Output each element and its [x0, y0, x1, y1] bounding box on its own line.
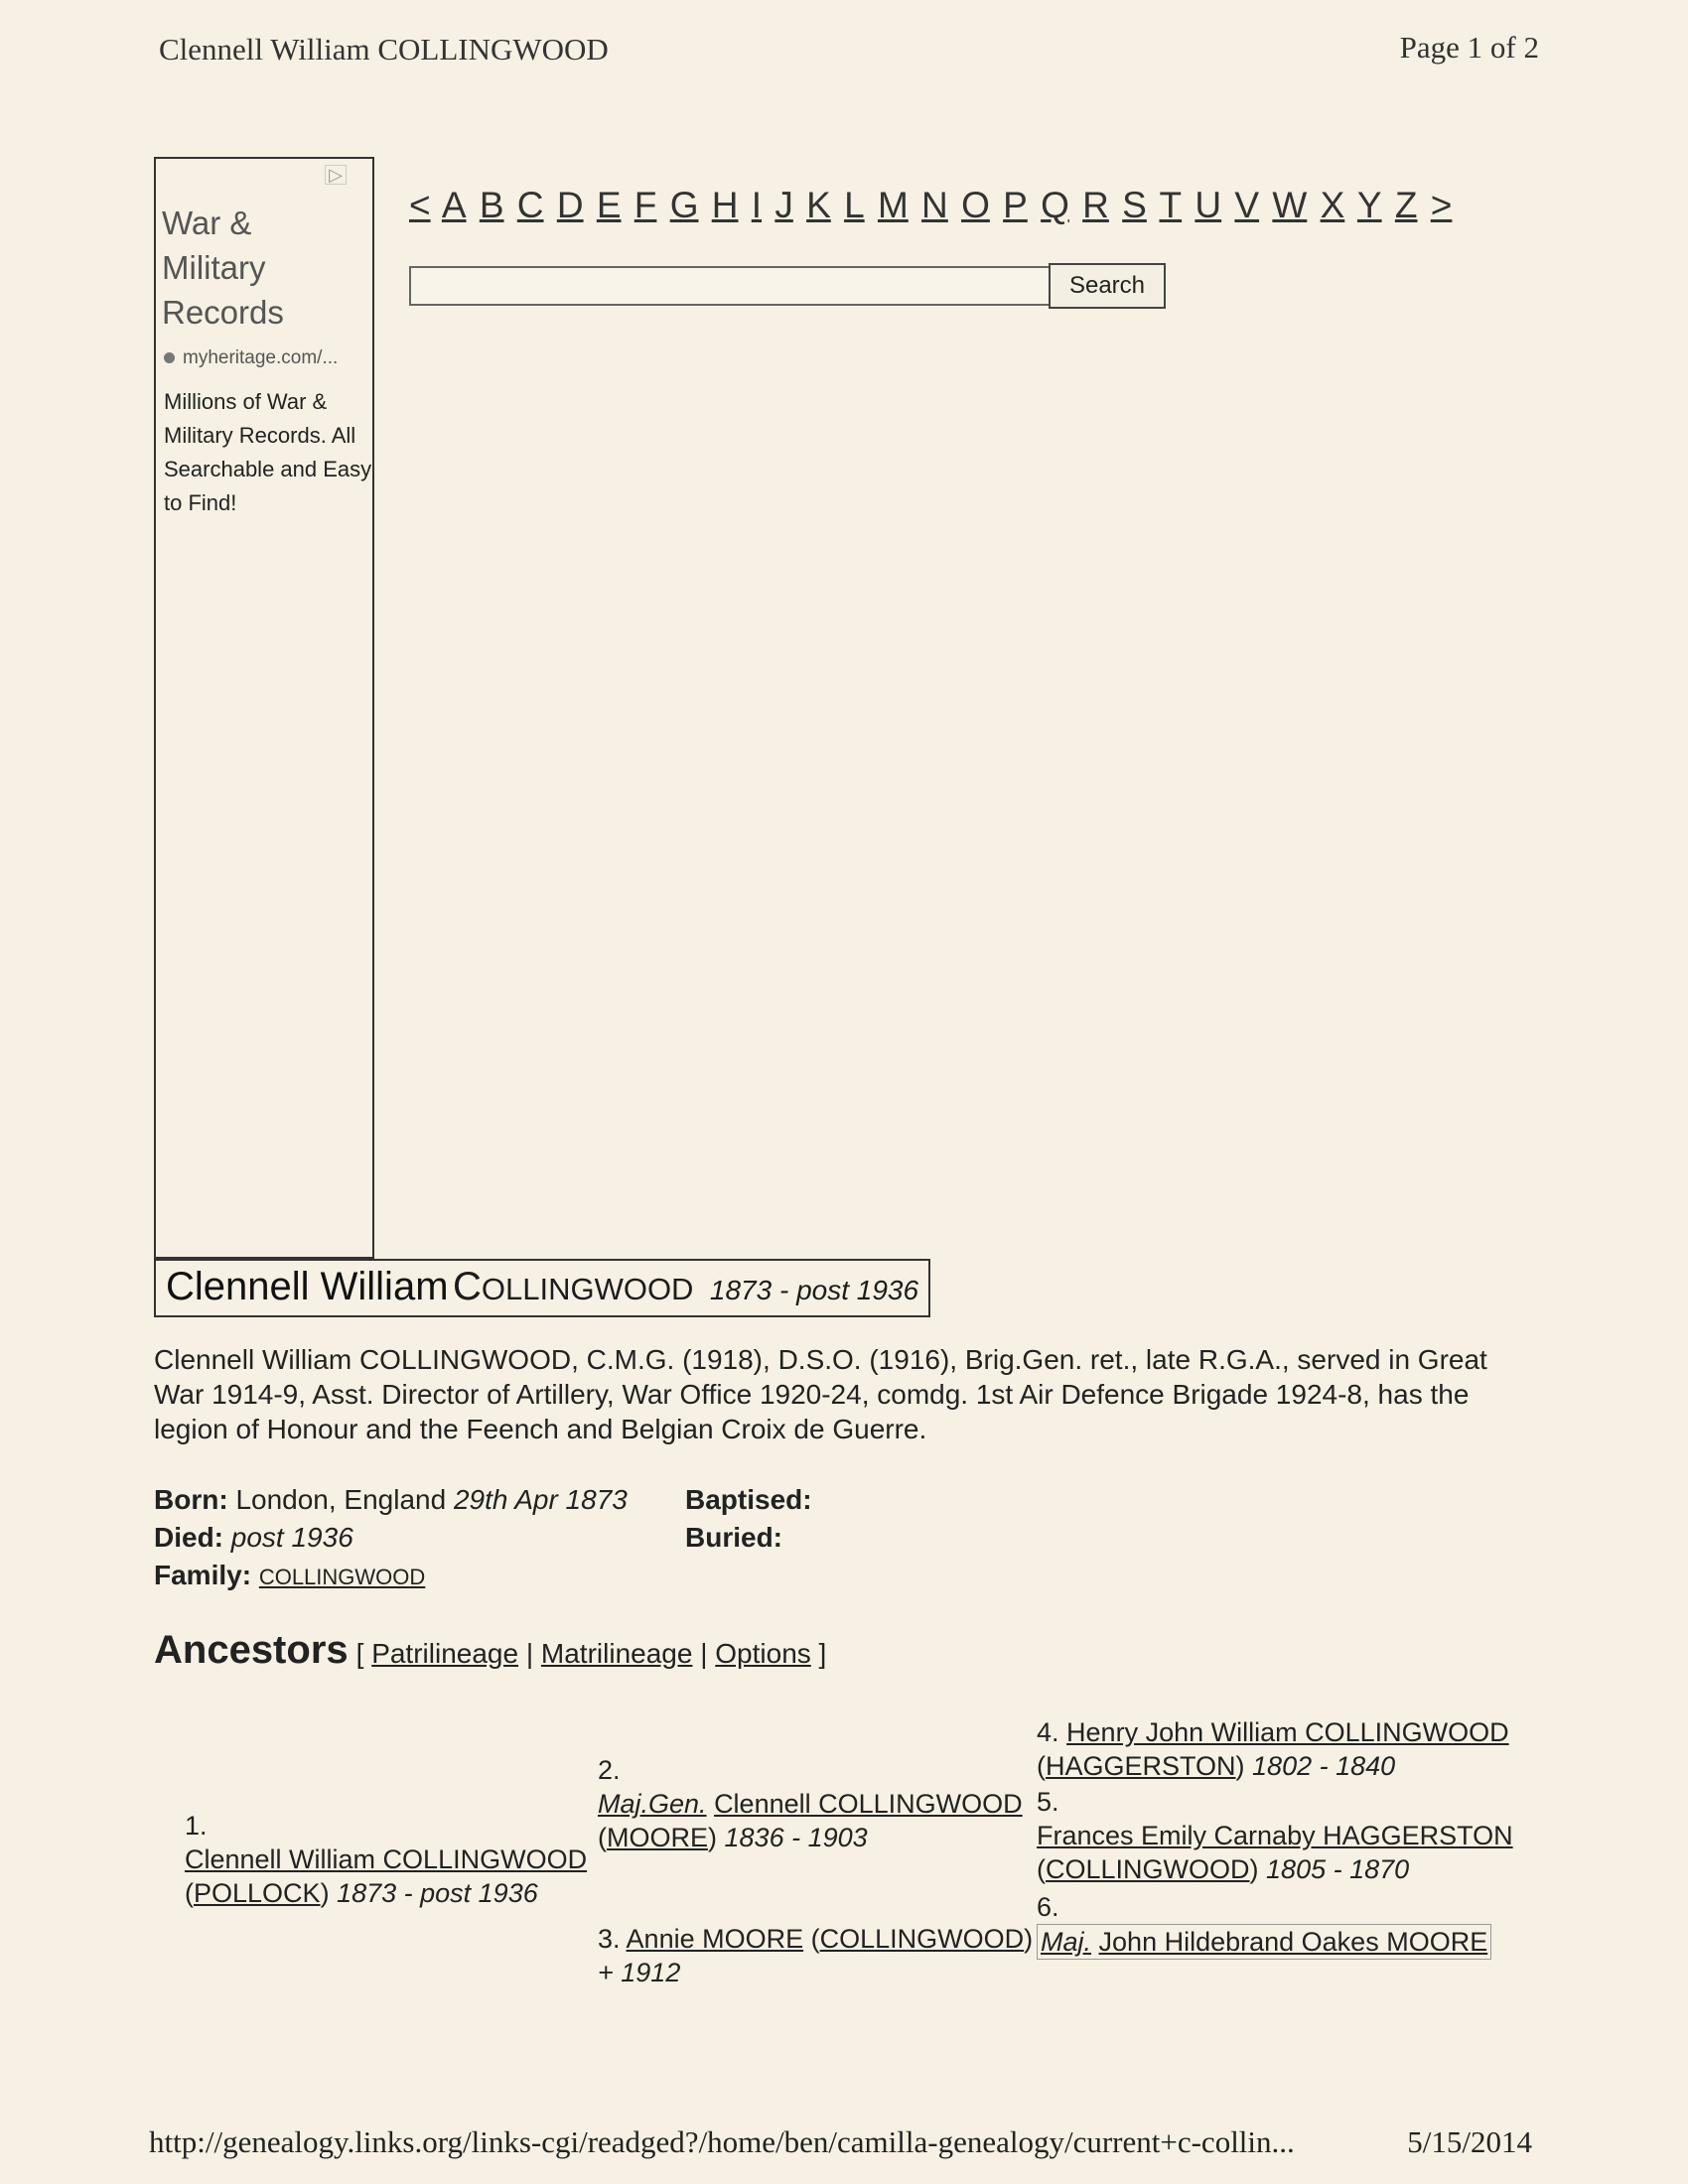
alpha-link-z[interactable]: Z: [1394, 185, 1418, 225]
ancestor-number: 3.: [598, 1924, 621, 1954]
alpha-link-f[interactable]: F: [633, 185, 657, 225]
ancestor-number: 1.: [185, 1811, 208, 1841]
ancestor-dates: + 1912: [598, 1958, 681, 1987]
person-surname-rest: OLLINGWOOD: [481, 1272, 694, 1306]
person-surname-initial: C: [452, 1265, 482, 1308]
ad-domain-text: myheritage.com/...: [183, 347, 339, 368]
print-page-number: Page 1 of 2: [1399, 30, 1539, 65]
family-link[interactable]: COLLINGWOOD: [258, 1565, 426, 1589]
person-given-name: Clennell William: [166, 1265, 449, 1308]
ancestors-title: Ancestors: [154, 1628, 349, 1672]
alpha-link-u[interactable]: U: [1195, 185, 1222, 225]
ancestor-entry-2: 2. Maj.Gen. Clennell COLLINGWOOD (MOORE) 1836 - 1903: [598, 1753, 1040, 1854]
alpha-link-c[interactable]: C: [516, 185, 544, 225]
vitals-right: [685, 1481, 812, 1557]
alpha-link-o[interactable]: O: [961, 185, 990, 225]
ancestor-entry-5: 5. Frances Emily Carnaby HAGGERSTON (COLLINGWOOD) 1805 - 1870: [1037, 1785, 1533, 1886]
search-input[interactable]: [409, 266, 1051, 306]
alpha-link-x[interactable]: X: [1320, 185, 1345, 225]
ancestor-name-link[interactable]: Annie MOORE: [626, 1924, 804, 1954]
ancestor-name-link[interactable]: Clennell William COLLINGWOOD: [185, 1844, 588, 1874]
ancestor-name-link[interactable]: Clennell COLLINGWOOD: [714, 1789, 1023, 1819]
person-dates: 1873 - post 1936: [709, 1275, 919, 1305]
ancestor-number: 2.: [598, 1755, 621, 1785]
alpha-link-s[interactable]: S: [1122, 185, 1147, 225]
vitals-left: [154, 1481, 628, 1596]
alpha-next-link[interactable]: >: [1430, 185, 1453, 225]
ancestor-entry-4: 4. Henry John William COLLINGWOOD (HAGGERSTON) 1802 - 1840: [1037, 1717, 1509, 1781]
died-label: Died:: [154, 1522, 223, 1553]
ancestor-dates: 1873 - post 1936: [337, 1878, 538, 1908]
print-footer-date: 5/15/2014: [1407, 2124, 1532, 2159]
ancestor-dates: 1802 - 1840: [1252, 1751, 1396, 1781]
alpha-link-v[interactable]: V: [1234, 185, 1260, 225]
born-date: 29th Apr 1873: [453, 1484, 628, 1515]
ad-dot-icon: [164, 352, 175, 363]
ancestor-title: Maj.: [1041, 1927, 1092, 1957]
ancestor-dates: 1836 - 1903: [724, 1823, 868, 1852]
ad-description: Millions of War & Military Records. All Searchable and Easy to Find!: [164, 389, 372, 515]
ancestor-paren-link[interactable]: POLLOCK: [194, 1878, 321, 1908]
ancestor-entry-6: [1037, 1890, 1533, 1960]
ad-choices-icon[interactable]: ▷: [325, 165, 347, 185]
born-label: Born:: [154, 1484, 228, 1515]
alpha-link-j[interactable]: J: [774, 185, 793, 225]
ancestor-title: Maj.Gen.: [598, 1789, 707, 1819]
alpha-link-r[interactable]: R: [1082, 185, 1109, 225]
ancestor-entry-3: 3. Annie MOORE (COLLINGWOOD) + 1912: [598, 1924, 1034, 1987]
search-button[interactable]: Search: [1049, 263, 1166, 309]
print-header-title: Clennell William COLLINGWOOD: [159, 32, 609, 67]
ancestor-paren-link[interactable]: MOORE: [607, 1823, 709, 1852]
alphabet-index-nav: [409, 185, 1457, 226]
ad-domain[interactable]: [164, 347, 338, 369]
alpha-link-p[interactable]: P: [1003, 185, 1028, 225]
ancestor-name-link[interactable]: John Hildebrand Oakes MOORE: [1098, 1927, 1488, 1957]
ancestor-name-link[interactable]: Henry John William COLLINGWOOD: [1066, 1717, 1509, 1747]
ancestors-heading: Ancestors [ Patrilineage | Matrilineage | Options ]: [154, 1628, 827, 1672]
alpha-link-a[interactable]: A: [441, 185, 467, 225]
ancestor-paren-link[interactable]: COLLINGWOOD: [1046, 1854, 1250, 1884]
ancestor-title-link[interactable]: [1041, 1927, 1091, 1957]
alpha-link-m[interactable]: M: [877, 185, 909, 225]
ancestor-dates: 1805 - 1870: [1266, 1854, 1410, 1884]
alpha-link-t[interactable]: T: [1159, 185, 1183, 225]
alpha-link-e[interactable]: E: [596, 185, 622, 225]
ancestor-title-link[interactable]: [598, 1789, 707, 1819]
alpha-link-y[interactable]: Y: [1356, 185, 1382, 225]
alpha-link-g[interactable]: G: [669, 185, 699, 225]
baptised-label: Baptised:: [685, 1484, 812, 1515]
alpha-link-b[interactable]: B: [479, 185, 504, 225]
alpha-link-q[interactable]: Q: [1041, 185, 1069, 225]
ad-title[interactable]: War & Military Records: [162, 205, 284, 331]
alpha-link-h[interactable]: H: [711, 185, 739, 225]
ancestor-entry-1: 1. Clennell William COLLINGWOOD (POLLOCK) 1873 - post 1936: [185, 1809, 602, 1910]
alpha-link-d[interactable]: D: [556, 185, 584, 225]
died-value: post 1936: [230, 1522, 353, 1553]
ancestor-number: 5.: [1037, 1787, 1059, 1817]
alpha-link-i[interactable]: I: [751, 185, 763, 225]
buried-label: Buried:: [685, 1522, 782, 1553]
ancestor-name-link[interactable]: Frances Emily Carnaby HAGGERSTON: [1037, 1821, 1513, 1850]
person-biography: Clennell William COLLINGWOOD, C.M.G. (1918), D.S.O. (1916), Brig.Gen. ret., late R.G.A., served in Great War 1914-9, Asst. Director of Artillery, War Office 1920-24, comdg. 1st Air Defence Brigade 1924-8, has the legion of Honour and the Feench and Belgian Croix de Guerre.: [154, 1344, 1487, 1444]
matrilineage-link[interactable]: Matrilineage: [540, 1638, 693, 1669]
ancestor-number: 6.: [1037, 1892, 1059, 1922]
born-place: London, England: [235, 1484, 447, 1515]
alpha-link-n[interactable]: N: [921, 185, 948, 225]
ad-panel[interactable]: [154, 157, 374, 1259]
family-label: Family:: [154, 1560, 252, 1590]
alpha-link-k[interactable]: K: [806, 185, 831, 225]
options-link[interactable]: Options: [715, 1638, 811, 1669]
print-footer-url: http://genealogy.links.org/links-cgi/readged?/home/ben/camilla-genealogy/current+c-collin...: [149, 2124, 1295, 2159]
alpha-prev-link[interactable]: <: [409, 185, 431, 225]
ancestor-paren-link[interactable]: COLLINGWOOD: [819, 1924, 1025, 1954]
person-name-heading: [154, 1259, 930, 1317]
alpha-link-l[interactable]: L: [844, 185, 865, 225]
ancestor-number: 4.: [1037, 1717, 1059, 1747]
alpha-link-w[interactable]: W: [1272, 185, 1308, 225]
ancestor-paren-link[interactable]: HAGGERSTON: [1046, 1751, 1236, 1781]
patrilineage-link[interactable]: Patrilineage: [371, 1638, 519, 1669]
